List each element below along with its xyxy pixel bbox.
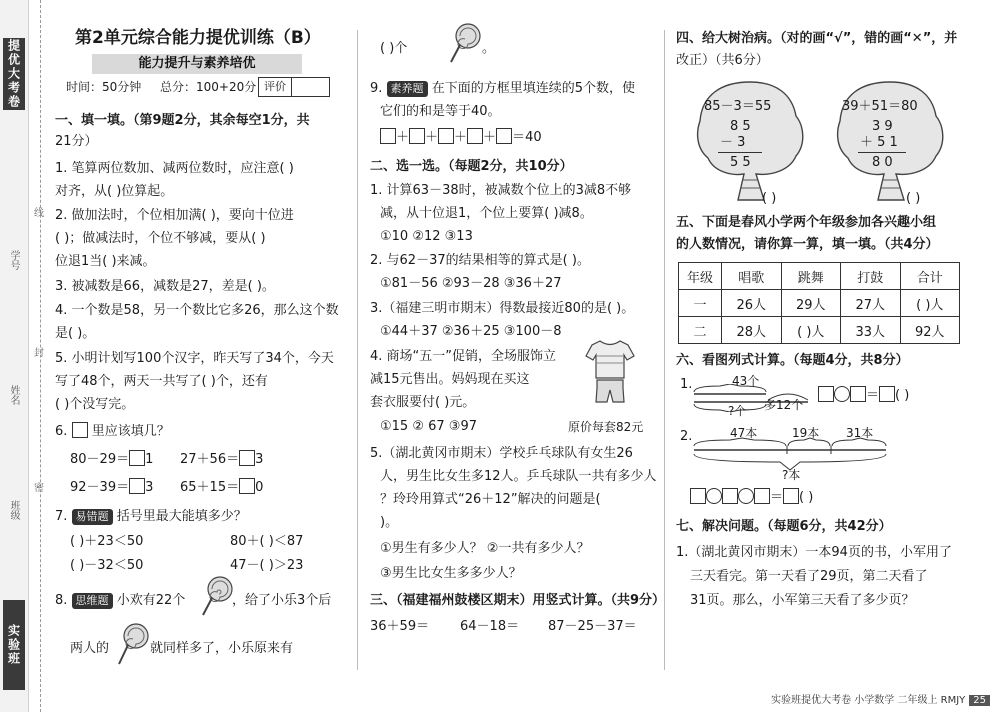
q1-6-row2-a xyxy=(70,478,153,497)
answer-box[interactable] xyxy=(879,386,895,402)
answer-box[interactable] xyxy=(690,488,706,504)
column-divider-2 xyxy=(664,30,665,670)
tree2-rule xyxy=(858,152,906,153)
q1-9-equation: ＋ ＋ ＋ ＋ ＝40 xyxy=(380,128,542,147)
answer-box[interactable] xyxy=(783,488,799,504)
q2-5-line1: 5.（湖北黄冈市期末）学校乒乓球队有女生26 xyxy=(370,446,633,461)
strip-brand-top: 提优大考卷 xyxy=(3,38,25,110)
table-cell: 二 xyxy=(679,317,722,344)
q1-8-number: 8. xyxy=(55,593,68,608)
table-header-cell: 唱歌 xyxy=(722,263,782,290)
diagram2-equation: ＝ ( ) xyxy=(690,488,813,507)
q1-7-text: 括号里最大能填多少？ xyxy=(116,509,247,524)
table-header-cell: 打鼓 xyxy=(841,263,901,290)
q2-5-line2: 人，男生比女生多12人。乒乓球队一共有多少人 xyxy=(380,469,657,484)
clothing-icon xyxy=(584,338,636,408)
answer-box[interactable] xyxy=(850,386,866,402)
tree1-row2: － 3 xyxy=(720,135,746,150)
q1-6-row1-b xyxy=(180,450,263,469)
q1-8-text-c: 两人的 xyxy=(70,641,110,656)
q1-9-equals: ＝40 xyxy=(512,130,542,145)
q2-5-line4: )。 xyxy=(380,515,399,530)
q1-5-line2: 写了48个，两天一共写了( )个，还有 xyxy=(55,374,268,389)
q1-7-prompt xyxy=(55,508,247,526)
diagram2-label-1: 47本 xyxy=(730,426,758,440)
q1-6-expr: 80－29＝ xyxy=(70,452,130,467)
answer-box[interactable] xyxy=(409,128,425,144)
answer-box[interactable] xyxy=(818,386,834,402)
q1-8-answer: ( )个 xyxy=(380,41,408,56)
tree1-equation: 85－3＝55 xyxy=(704,99,772,114)
q2-1-options: ①10 ②12 ③13 xyxy=(380,229,473,244)
q1-4-line1: 4. 一个数是58，另一个数比它多26，那么这个数 xyxy=(55,303,339,318)
q2-1-line2: 减，从十位退1，个位上要算( )减8。 xyxy=(380,206,593,221)
diagram1-right-label: 多12个 xyxy=(764,398,804,412)
q1-5-line1: 5. 小明计划写100个汉字，昨天写了34个，今天 xyxy=(55,351,334,366)
q1-9-text-a: 在下面的方框里填连续的5个数，使 xyxy=(431,81,635,96)
section4-title: 四、给大树治病。（对的画“√”，错的画“✕”，并 xyxy=(676,31,958,46)
strip-field-class: 班级 xyxy=(8,500,19,520)
page-footer xyxy=(771,691,990,706)
diagram2-bottom-label: ?本 xyxy=(782,468,801,482)
answer-box[interactable] xyxy=(239,478,255,494)
subtitle-banner: 能力提升与素养培优 xyxy=(92,54,302,74)
strip-field-id: 学号 xyxy=(8,250,19,270)
q1-2-line1: 2. 做加法时，个位相加满( )，要向十位进 xyxy=(55,208,294,223)
interest-group-table xyxy=(678,262,960,344)
q2-3-line1: 3.（福建三明市期末）得数最接近80的是( )。 xyxy=(370,301,635,316)
q1-4-line2: 是( )。 xyxy=(55,326,96,341)
q1-1-line1: 1. 笔算两位数加、减两位数时，应注意( ) xyxy=(55,161,294,176)
table-row xyxy=(679,290,960,317)
tree-1 xyxy=(690,76,810,206)
q7-1-line3: 31页。那么，小军第三天看了多少页？ xyxy=(690,593,915,608)
q1-6-digit: 0 xyxy=(255,480,264,495)
tag-thinking: 思维题 xyxy=(72,593,113,609)
table-cell: 一 xyxy=(679,290,722,317)
tree2-row2: ＋ 5 1 xyxy=(860,135,898,150)
q1-7-row1-a: ( )＋23＜50 xyxy=(70,534,144,549)
strip-brand-bottom: 实验班 xyxy=(3,600,25,690)
q2-5-options-b: ③男生比女生多多少人？ xyxy=(380,566,522,581)
section4-title-cont: 改正）（共6分） xyxy=(676,53,769,68)
q2-4-options: ①15 ② 67 ③97 xyxy=(380,419,477,434)
operator-circle[interactable] xyxy=(706,488,722,504)
q7-1-line2: 三天看完。第一天看了29页，第二天看了 xyxy=(690,569,928,584)
q1-8-period: 。 xyxy=(482,41,496,56)
q1-6-row1-a xyxy=(70,450,153,469)
answer-box[interactable] xyxy=(496,128,512,144)
column-divider-1 xyxy=(357,30,358,670)
tree2-answer: ( ) xyxy=(906,191,921,206)
table-cell: 29人 xyxy=(781,290,841,317)
q1-6-expr: 92－39＝ xyxy=(70,480,130,495)
q1-2-line3: 位退1当( )来减。 xyxy=(55,254,156,269)
vertical-calc-1: 36＋59＝ xyxy=(370,619,430,634)
q1-6-digit: 3 xyxy=(255,452,264,467)
diagram2-label-3: 31本 xyxy=(846,426,874,440)
q2-2-line1: 2. 与62－37的结果相等的算式是( )。 xyxy=(370,253,590,268)
operator-circle[interactable] xyxy=(738,488,754,504)
evaluation-box[interactable] xyxy=(258,77,330,97)
diagram1-bottom-label: ?个 xyxy=(728,404,747,418)
diagram1-equation: ＝ ( ) xyxy=(818,386,909,405)
q1-6-number: 6. xyxy=(55,424,68,439)
table-header-cell: 跳舞 xyxy=(781,263,841,290)
answer-box[interactable] xyxy=(129,450,145,466)
tree1-row1: 8 5 xyxy=(730,119,751,134)
answer-box[interactable] xyxy=(722,488,738,504)
section2-title: 二、选一选。（每题2分，共10分） xyxy=(370,159,573,174)
table-cell-blank[interactable]: ( )人 xyxy=(900,290,960,317)
lollipop-icon xyxy=(200,575,236,621)
lollipop-icon xyxy=(448,22,484,68)
table-cell: 33人 xyxy=(841,317,901,344)
q7-1-line1: 1.（湖北黄冈市期末）一本94页的书，小军用了 xyxy=(676,545,952,560)
q1-7-row2-a: ( )－32＜50 xyxy=(70,558,144,573)
tree1-row3: 5 5 xyxy=(730,155,751,170)
q1-6-prompt xyxy=(55,422,170,441)
cut-mark-line: 线 xyxy=(34,208,44,219)
q2-4-line1: 4. 商场“五一”促销，全场服饰立 xyxy=(370,349,557,364)
q2-4-price: 原价每套82元 xyxy=(568,420,644,434)
answer-box[interactable] xyxy=(467,128,483,144)
tree1-rule xyxy=(718,152,762,153)
table-header-cell: 年级 xyxy=(679,263,722,290)
lollipop-icon xyxy=(116,622,152,670)
answer-box[interactable] xyxy=(754,488,770,504)
section5-title: 五、下面是春风小学两个年级参加各兴趣小组 xyxy=(676,215,937,230)
diagram2-label-2: 19本 xyxy=(792,426,820,440)
section6-title: 六、看图列式计算。（每题4分，共8分） xyxy=(676,353,909,368)
q1-6-expr: 65＋15＝ xyxy=(180,480,240,495)
section5-title-cont: 的人数情况，请你算一算，填一填。（共4分） xyxy=(676,237,939,252)
q1-9-text-b: 它们的和是等于40。 xyxy=(380,104,501,119)
table-row xyxy=(679,317,960,344)
tree-2 xyxy=(830,76,950,206)
q1-1-line2: 对齐，从( )位算起。 xyxy=(55,184,174,199)
tag-literacy: 素养题 xyxy=(387,81,428,97)
table-cell: 92人 xyxy=(900,317,960,344)
cut-mark-close: 密 xyxy=(34,483,44,494)
q2-1-line1: 1. 计算63－38时，被减数个位上的3减8不够 xyxy=(370,183,632,198)
q1-8-text-d: 就同样多了，小乐原来有 xyxy=(150,641,294,656)
q1-6-row2-b xyxy=(180,478,263,497)
answer-box[interactable] xyxy=(72,422,88,438)
operator-circle[interactable] xyxy=(834,386,850,402)
q1-9-line1 xyxy=(370,80,635,98)
q1-8-text-b: ，给了小乐3个后 xyxy=(232,593,332,608)
section1-title: 一、填一填。（第9题2分，其余每空1分，共 xyxy=(55,113,310,128)
q2-3-options: ①44＋37 ②36＋25 ③100－8 xyxy=(380,324,562,339)
answer-box[interactable] xyxy=(438,128,454,144)
table-header-row xyxy=(679,263,960,290)
exam-score: 总分：100+20分 xyxy=(160,80,257,94)
page-title: 第2单元综合能力提优训练（B） xyxy=(75,28,321,48)
section3-title: 三、（福建福州鼓楼区期末）用竖式计算。（共9分） xyxy=(370,593,666,608)
table-cell-blank[interactable]: ( )人 xyxy=(781,317,841,344)
answer-box[interactable] xyxy=(380,128,396,144)
q1-6-digit: 1 xyxy=(145,452,154,467)
page-number: 25 xyxy=(969,695,990,706)
tree2-row3: 8 0 xyxy=(872,155,893,170)
q2-5-line3: ？玲玲用算式“26＋12”解决的问题是( xyxy=(380,492,601,507)
q2-2-options: ①81－56 ②93－28 ③36＋27 xyxy=(380,276,562,291)
q2-4-line2: 减15元售出。妈妈现在买这 xyxy=(370,372,530,387)
strip-field-name: 姓名 xyxy=(8,385,19,405)
q1-7-row2-b: 47－( )＞23 xyxy=(230,558,304,573)
q1-8-line1 xyxy=(55,592,185,610)
evaluation-label: 评价 xyxy=(259,78,292,96)
table-header-cell: 合计 xyxy=(900,263,960,290)
q1-2-line2: ( )；做减法时，个位不够减，要从( ) xyxy=(55,231,266,246)
section7-title: 七、解决问题。（每题6分，共42分） xyxy=(676,519,892,534)
vertical-calc-3: 87－25－37＝ xyxy=(548,619,637,634)
table-cell: 27人 xyxy=(841,290,901,317)
tree2-equation: 39＋51＝80 xyxy=(842,99,918,114)
diagram2-number: 2. xyxy=(680,429,693,444)
q1-6-digit: 3 xyxy=(145,480,154,495)
q1-8-text-a: 小欢有22个 xyxy=(116,593,186,608)
answer-box[interactable] xyxy=(239,450,255,466)
q1-6-text: 里应该填几？ xyxy=(91,424,170,439)
table-cell: 28人 xyxy=(722,317,782,344)
answer-box[interactable] xyxy=(129,478,145,494)
q1-7-number: 7. xyxy=(55,509,68,524)
binding-strip xyxy=(0,0,29,712)
diagram1-top-label: 43个 xyxy=(732,374,760,388)
footer-text: 实验班提优大考卷 小学数学 二年级上 RMJY xyxy=(771,695,966,706)
q1-6-expr: 27＋56＝ xyxy=(180,452,240,467)
q1-7-row1-b: 80＋( )＜87 xyxy=(230,534,304,549)
section1-title-cont: 21分） xyxy=(55,134,98,149)
q2-4-line3: 套衣服要付( )元。 xyxy=(370,395,476,410)
tree2-row1: 3 9 xyxy=(872,119,893,134)
exam-time: 时间：50分钟 xyxy=(66,80,142,94)
tag-error-prone: 易错题 xyxy=(72,509,113,525)
q2-5-options-a: ①男生有多少人？ ②一共有多少人？ xyxy=(380,541,590,556)
q1-9-number: 9. xyxy=(370,81,383,96)
cut-mark-seal: 封 xyxy=(34,348,44,359)
tree1-answer: ( ) xyxy=(762,191,777,206)
q1-5-line3: ( )个没写完。 xyxy=(55,397,135,412)
vertical-calc-2: 64－18＝ xyxy=(460,619,520,634)
table-cell: 26人 xyxy=(722,290,782,317)
q1-3: 3. 被减数是66，减数是27，差是( )。 xyxy=(55,279,275,294)
diagram1-number: 1. xyxy=(680,377,693,392)
tree-icon xyxy=(690,76,810,206)
